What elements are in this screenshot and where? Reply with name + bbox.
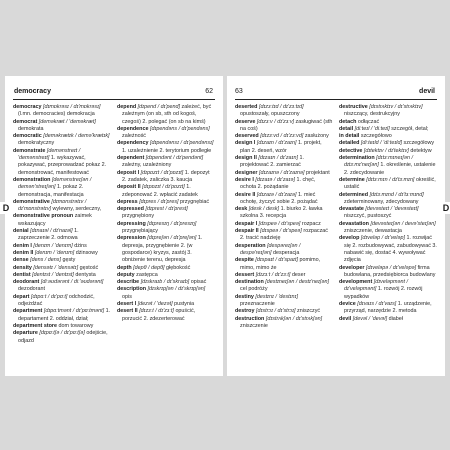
dictionary-entry <box>13 104 111 119</box>
dictionary-entry <box>13 330 111 345</box>
dictionary-entry <box>13 177 111 199</box>
pronunciation: [devəl / 'devəl] <box>352 315 388 322</box>
pronunciation: [dezət / 'dezət] <box>137 301 173 308</box>
headword: department store <box>13 322 58 329</box>
definition: odejście, odjazd <box>18 330 108 344</box>
pronunciation: [dɪpɒzɪt / dɪ'pɒzɪt] <box>142 184 185 191</box>
dictionary-entry <box>235 279 333 294</box>
headword: demonstrative pronoun <box>13 213 74 220</box>
headword: deserved <box>235 133 259 140</box>
headword: denial <box>13 228 29 235</box>
pronunciation: [devəsteɪt / 'devəsteɪt] <box>365 206 419 213</box>
pronunciation: [dɪmɒnstrətɪv / dɪ'mɒnstrətɪv] <box>18 198 87 213</box>
headword: democracy <box>13 104 42 110</box>
headword: despair I <box>235 220 258 227</box>
dictionary-entry <box>117 235 215 264</box>
definition: opuścić, porzucić 2. zdezerterować <box>122 308 196 322</box>
pronunciation: [dɪspaɪt / dɪ'spaɪt] <box>255 257 298 264</box>
definition: (l.mn. democracies) demokracja <box>18 111 95 118</box>
pronunciation: [dɪpendənt / dɪ'pendənt] <box>145 155 204 162</box>
definition: pustynia <box>174 301 195 308</box>
dictionary-entry <box>117 170 215 185</box>
definition: zniszczenie <box>240 322 268 329</box>
pronunciation: [dɪpɑːt / dɪ'pɑːt] <box>30 293 68 300</box>
headword: dessert <box>235 271 255 278</box>
definition: dezodorant <box>18 286 45 293</box>
header-rule <box>235 99 437 100</box>
definition: określić, ustalić <box>344 176 436 191</box>
pronunciation: [dɪpendənsɪ / dɪ'pendənsɪ] <box>149 140 214 147</box>
dictionary-entry <box>235 294 333 309</box>
pronunciation: [dɪspeə / dɪ'speə] <box>258 220 301 227</box>
dictionary-entry <box>117 206 215 221</box>
headword: describe <box>117 279 140 286</box>
dictionary-entry <box>117 279 215 286</box>
dictionary-entry <box>339 148 437 155</box>
dictionary-entry <box>13 148 111 177</box>
headword: destination <box>235 279 264 286</box>
headword: description <box>117 286 147 293</box>
dictionary-entry <box>13 265 111 272</box>
definition: projektant <box>306 169 330 176</box>
headword: devil <box>339 315 352 322</box>
headword: dependency <box>117 140 149 147</box>
left-columns <box>13 104 215 368</box>
definition: 1. depresja, przygnębienie 2. (w gospodarce) kryzys, zastój 3. obniżenie terenu, depresja <box>122 235 203 264</box>
definition: zależność <box>122 133 146 140</box>
headword: detective <box>339 147 363 154</box>
pronunciation: [dɪzaɪə / dɪ'zaɪə] <box>255 176 295 183</box>
pronunciation: [dɪzaɪə / dɪ'zaɪə] <box>256 191 297 198</box>
definition: 1. urządzenie, przyrząd, narzędzie 2. metoda <box>344 301 432 315</box>
dictionary-entry <box>339 140 437 147</box>
left-column-2 <box>117 104 215 368</box>
pronunciation: [dɪstrɔɪ / dɪ'strɔɪ] <box>255 308 296 315</box>
dictionary-entry <box>339 119 437 126</box>
headword: departure <box>13 330 38 337</box>
definition: opis <box>122 293 132 300</box>
left-column-1 <box>13 104 111 368</box>
dictionary-entry <box>117 221 215 236</box>
definition: 1. pokaz 2. demonstracja, manifestacja <box>18 184 84 198</box>
definition: pomimo, mimo, mimo że <box>240 257 321 271</box>
definition: przygnębiać <box>180 198 210 205</box>
dictionary-entry <box>235 272 333 279</box>
headword: developer <box>339 264 365 271</box>
thumb-index-tab-left: D <box>0 202 12 214</box>
right-header-word: devil <box>419 88 435 95</box>
definition: demokratyczny <box>18 140 55 147</box>
dictionary-entry <box>235 243 333 258</box>
dictionary-entry <box>339 133 437 140</box>
headword: depressing <box>117 220 146 227</box>
dictionary-entry <box>235 119 333 134</box>
dictionary-entry <box>235 170 333 177</box>
headword: density <box>13 264 32 271</box>
dictionary-entry <box>117 272 215 279</box>
headword: demonstrative <box>13 198 50 205</box>
headword: design II <box>235 155 257 162</box>
left-page <box>5 76 223 376</box>
pronunciation: [dɪpɑːtʃə / dɪ'pɑːtʃə] <box>39 330 85 337</box>
pronunciation: [deməkræt / 'deməkræt] <box>38 118 96 125</box>
definition: 1. chęć, ochota 2. pożądanie <box>240 176 316 191</box>
dictionary-entry <box>13 323 111 330</box>
dictionary-entry <box>339 177 437 192</box>
definition: gęsty <box>62 257 76 264</box>
headword: democrat <box>13 118 38 125</box>
right-page-number: 63 <box>235 88 243 95</box>
definition: zniszczyć <box>297 308 321 315</box>
headword: dense <box>13 257 29 264</box>
definition: 1. uzależnienie 2. terytorium podległe <box>122 147 212 154</box>
definition: wylewny, serdeczny, <box>52 206 102 213</box>
dictionary-entry <box>235 104 333 119</box>
pronunciation: [dɪtɜːmɪneɪʃən / dɪtɜːmɪ'neɪʃən] <box>344 155 413 169</box>
dictionary-entry <box>117 286 215 301</box>
pronunciation: [dɪmɒkrəsɪ / dɪ'mɒkrəsɪ] <box>42 104 101 110</box>
definition: przeznaczenie <box>240 301 275 308</box>
definition: 1. rozwój 2. rozwój wypadków <box>344 286 423 300</box>
dictionary-entry <box>235 192 333 207</box>
pronunciation: [dɪzɜːt / dɪ'zɜːt] <box>255 271 291 278</box>
headword: dependence <box>117 125 149 132</box>
pronunciation: [desk / desk] <box>248 206 280 213</box>
headword: devastate <box>339 206 364 213</box>
dictionary-entry <box>117 301 215 308</box>
definition: zastępca <box>136 271 158 278</box>
dictionary-entry <box>339 104 437 119</box>
pronunciation: [dɪtɜːmɪnd / dɪ'tɜːmɪnd] <box>369 191 424 198</box>
definition: przygnębiony <box>122 213 155 220</box>
pronunciation: [diːəʊdərənt / diː'əʊdərənt] <box>40 279 104 286</box>
definition: szczegółowy <box>403 140 435 147</box>
definition: odchodzić, odjeżdżać <box>18 293 95 308</box>
pronunciation: [dɪstrʌkʃən / dɪ'strʌkʃən] <box>265 315 323 322</box>
headword: detail <box>339 125 354 132</box>
pronunciation: [devəsteɪʃən / devə'steɪʃən] <box>370 220 436 227</box>
headword: deposit I <box>117 169 140 176</box>
pronunciation: [dɪprest / dɪ'prest] <box>145 206 188 213</box>
headword: depress <box>117 198 138 205</box>
pronunciation: [dɪpɑːtmənt / dɪ'pɑːtmənt] <box>43 308 105 315</box>
dictionary-entry <box>235 133 333 140</box>
definition: 1. wykazywać, pokazywać, przeprowadzać pokaz 2. demonstrować, manifestować <box>18 155 107 176</box>
pronunciation: [dɪzɜːtɪd / dɪ'zɜːtɪd] <box>258 104 304 110</box>
pronunciation: [dɪvaɪs / dɪ'vaɪs] <box>357 301 397 308</box>
dictionary-entry <box>235 257 333 272</box>
headword: dentist <box>13 271 31 278</box>
headword: destruction <box>235 315 265 322</box>
right-column-2 <box>339 104 437 368</box>
dictionary-entry <box>339 265 437 280</box>
pronunciation: [dentɪst / 'dentɪst] <box>32 271 74 278</box>
dictionary-entry <box>235 177 333 192</box>
definition: szczegółowo <box>360 133 392 140</box>
headword: designer <box>235 169 258 176</box>
dictionary-entry <box>339 192 437 207</box>
dictionary-entry <box>13 213 111 228</box>
definition: przygnębiający <box>122 228 158 235</box>
dictionary-entry <box>235 228 333 243</box>
pronunciation: [depθ / depθ] <box>133 264 165 271</box>
dictionary-entry <box>339 126 437 133</box>
definition: odłączać <box>357 118 380 125</box>
headword: design I <box>235 140 256 147</box>
definition: dentysta <box>75 271 96 278</box>
dictionary-entry <box>339 301 437 316</box>
pronunciation: [demənstreɪt / 'demənstreɪt] <box>18 147 81 162</box>
dictionary-entry <box>235 155 333 170</box>
pronunciation: [denɪm / 'denɪm] <box>34 249 75 256</box>
pronunciation: [denɪm / 'denɪm] <box>33 242 73 249</box>
definition: 1. projekt, plan 2. deseń, wzór <box>240 140 322 154</box>
headword: desk <box>235 206 248 213</box>
pronunciation: [densətɪ / 'densətɪ] <box>33 264 79 271</box>
definition: opisać <box>190 279 207 286</box>
headword: destroy <box>235 308 255 315</box>
headword: denim I <box>13 242 32 249</box>
right-page <box>227 76 445 376</box>
headword: depart <box>13 293 30 300</box>
dictionary-entry <box>235 308 333 315</box>
headword: deserve <box>235 118 256 125</box>
headword: deserted <box>235 104 258 110</box>
pronunciation: [dɪtektɪv / dɪ'tektɪv] <box>363 147 409 154</box>
pronunciation: [dɪpreʃən / dɪ'preʃən] <box>147 235 197 242</box>
dictionary-entry <box>117 308 215 323</box>
headword: desire II <box>235 191 256 198</box>
headword: destiny <box>235 293 254 300</box>
definition: 1. depozyt 2. zadatek, zaliczka 3. kaucja <box>122 169 210 183</box>
headword: determine <box>339 176 365 183</box>
pronunciation: [dɪskrɪpʃən / dɪ'skrɪpʃən] <box>147 286 206 293</box>
dictionary-entry <box>235 140 333 155</box>
headword: depressed <box>117 206 144 213</box>
definition: diabeł <box>388 315 403 322</box>
header-rule <box>13 99 215 100</box>
definition: opustoszały, opuszczony <box>240 111 300 118</box>
pronunciation: [deməkrætɪk / demə'krætɪk] <box>43 133 110 140</box>
dictionary-entry <box>235 206 333 221</box>
headword: deputy <box>117 271 135 278</box>
dictionary-entry <box>13 199 111 214</box>
dictionary-entry <box>117 140 215 155</box>
pronunciation: [despəreɪʃən / despə'reɪʃən] <box>240 242 301 256</box>
dictionary-entry <box>339 155 437 177</box>
dictionary-entry <box>13 228 111 243</box>
headword: deposit II <box>117 184 141 191</box>
dictionary-entry <box>117 126 215 141</box>
headword: depend <box>117 104 137 110</box>
pronunciation: [diːteɪld / 'diːteɪld] <box>360 140 402 147</box>
headword: destructive <box>339 104 368 110</box>
pronunciation: [dɪzaɪn / dɪ'zaɪn] <box>258 155 298 162</box>
definition: niszczyć, pustoszyć <box>344 213 392 220</box>
pronunciation: [dɪpresɪŋ / dɪ'presɪŋ] <box>147 220 197 227</box>
pronunciation: [dɪtɜːmɪn / dɪ'tɜːmɪn] <box>366 176 415 183</box>
pronunciation: [dɪpɒzɪt / dɪ'pɒzɪt] <box>140 169 184 176</box>
headword: despair II <box>235 228 259 235</box>
pronunciation: [destɪnɪ / 'destɪnɪ] <box>255 293 298 300</box>
definition: firma budowlana, przedsiębiorca budowlany <box>344 264 436 278</box>
definition: 1. departament 2. oddział, dział; <box>18 308 111 322</box>
headword: device <box>339 301 356 308</box>
pronunciation: [dɪzaɪn / dɪ'zaɪn] <box>256 140 297 147</box>
right-columns <box>235 104 437 368</box>
dictionary-entry <box>117 265 215 272</box>
definition: dżinsowy <box>75 249 98 256</box>
definition: głębokość <box>166 264 191 271</box>
headword: determination <box>339 155 375 162</box>
definition: zdeterminowany, zdecydowany <box>344 198 419 205</box>
headword: desperation <box>235 242 266 249</box>
headword: devastation <box>339 220 369 227</box>
pronunciation: [dɪspeə / dɪ'speə] <box>260 228 302 235</box>
dictionary-entry <box>117 199 215 206</box>
pronunciation: [dɪveləp / dɪ'veləp] <box>360 235 406 242</box>
dictionary-entry <box>117 104 215 126</box>
definition: niszczący, destrukcyjny <box>344 111 400 118</box>
dictionary-entry <box>339 279 437 301</box>
dictionary-entry <box>117 184 215 199</box>
definition: 1. projektować 2. zamierzać <box>240 155 304 169</box>
right-column-1 <box>235 104 333 368</box>
dictionary-entry <box>339 206 437 221</box>
definition: 1. zaprzeczenie 2. odmowa <box>18 228 79 242</box>
definition: szczegół, detal; <box>391 125 429 132</box>
pronunciation: [dɪzɜːv / dɪ'zɜːv] <box>256 118 295 125</box>
headword: determined <box>339 191 369 198</box>
definition: deser <box>291 271 306 278</box>
definition: 1. biurko 2. ławka szkolna 3. recepcja <box>240 206 323 220</box>
pronunciation: [dɪstrʌktɪv / dɪ'strʌktɪv] <box>369 104 423 110</box>
dictionary-entry <box>13 250 111 257</box>
definition: rozpacz <box>301 220 321 227</box>
left-page-number: 62 <box>205 88 213 95</box>
definition: rozpaczać 2. tracić nadzieję <box>240 228 328 242</box>
definition: zależeć, być zależnym (on sb, sth od kogoś, czegoś) 2. polegać (on sb na kimś) <box>122 104 212 125</box>
dictionary-entry <box>339 235 437 264</box>
definition: zasługiwać (sth na coś) <box>240 118 333 132</box>
definition: 1. mieć ochotę, życzyć sobie 2. pożądać <box>240 191 318 205</box>
pronunciation: [dɪzaɪnə / dɪ'zaɪnə] <box>258 169 305 176</box>
definition: 1. określenie, ustalenie 2. zdecydowanie <box>344 162 436 176</box>
dictionary-entry <box>117 155 215 170</box>
pronunciation: [demənstreɪʃən / demən'streɪʃən] <box>18 176 92 191</box>
headword: depth <box>117 264 132 271</box>
headword: democratic <box>13 133 42 140</box>
pronunciation: [dens / dens] <box>30 257 61 264</box>
definition: zależny, uzależniony <box>122 162 172 169</box>
pronunciation: [dɪnaɪəl / dɪ'naɪəl] <box>30 228 73 235</box>
headword: desire I <box>235 176 254 183</box>
dictionary-entry <box>235 221 333 228</box>
pronunciation: [dɪzɜːt / dɪ'zɜːt] <box>139 308 174 315</box>
dictionary-entry <box>339 316 437 323</box>
headword: desert I <box>117 301 137 308</box>
definition: zasłużony <box>304 133 329 140</box>
dictionary-entry <box>13 294 111 309</box>
definition: 1. zdeponować 2. wpłacić zadatek <box>122 184 198 198</box>
definition: detektyw <box>410 147 432 154</box>
dictionary-entry <box>13 119 111 134</box>
headword: demonstration <box>13 176 51 183</box>
definition: dom towarowy <box>58 322 94 329</box>
definition: demokrata <box>18 125 44 132</box>
headword: denim II <box>13 249 34 256</box>
headword: in detail <box>339 133 360 140</box>
headword: department <box>13 308 43 315</box>
dictionary-entry <box>13 257 111 264</box>
dictionary-entry <box>339 221 437 236</box>
definition: cel podróży <box>240 286 268 293</box>
headword: detailed <box>339 140 360 147</box>
headword: dependent <box>117 155 145 162</box>
left-header-word: democracy <box>14 88 51 95</box>
headword: deodorant <box>13 279 40 286</box>
dictionary-entry <box>13 308 111 323</box>
pronunciation: [diːteɪl / 'diːteɪl] <box>354 125 390 132</box>
definition: desperacja <box>273 249 300 256</box>
left-page-header <box>5 88 223 100</box>
pronunciation: [dɪskraɪb / dɪ'skraɪb] <box>140 279 190 286</box>
pronunciation: [dɪzɜːvd / dɪ'zɜːvd] <box>260 133 304 140</box>
dictionary-entry <box>235 316 333 331</box>
right-page-header <box>227 88 445 100</box>
headword: despite <box>235 257 254 264</box>
headword: desert II <box>117 308 138 315</box>
thumb-index-tab-right: D <box>440 202 450 214</box>
headword: develop <box>339 235 360 242</box>
definition: zaimek wskazujący <box>18 213 92 227</box>
pronunciation: [dɪveləpə / dɪ'veləpə] <box>365 264 417 271</box>
dictionary-entry <box>13 243 111 250</box>
definition: zniszczenie, dewastacja <box>344 228 402 235</box>
definition: gęstość <box>79 264 99 271</box>
dictionary-entry <box>13 279 111 294</box>
headword: development <box>339 279 373 286</box>
pronunciation: [dɪveləpmənt / dɪ'veləpmənt] <box>344 279 409 293</box>
headword: detach <box>339 118 357 125</box>
definition: dżins <box>74 242 87 249</box>
dictionary-entry <box>13 272 111 279</box>
pronunciation: [dɪpendəns / dɪ'pendəns] <box>149 125 210 132</box>
dictionary-entry <box>13 133 111 148</box>
pronunciation: [dɪpend / dɪ'pend] <box>137 104 181 110</box>
pronunciation: [destɪneɪʃən / destɪ'neɪʃən] <box>265 279 329 286</box>
headword: demonstrate <box>13 147 46 154</box>
pronunciation: [dɪpres / dɪ'pres] <box>139 198 179 205</box>
definition: 1. rozwijać się 2. rozbudowywać, zabudowywać 3. nabawić się, dostać 4. wywoływać zdjęcia <box>344 235 437 264</box>
headword: depression <box>117 235 146 242</box>
